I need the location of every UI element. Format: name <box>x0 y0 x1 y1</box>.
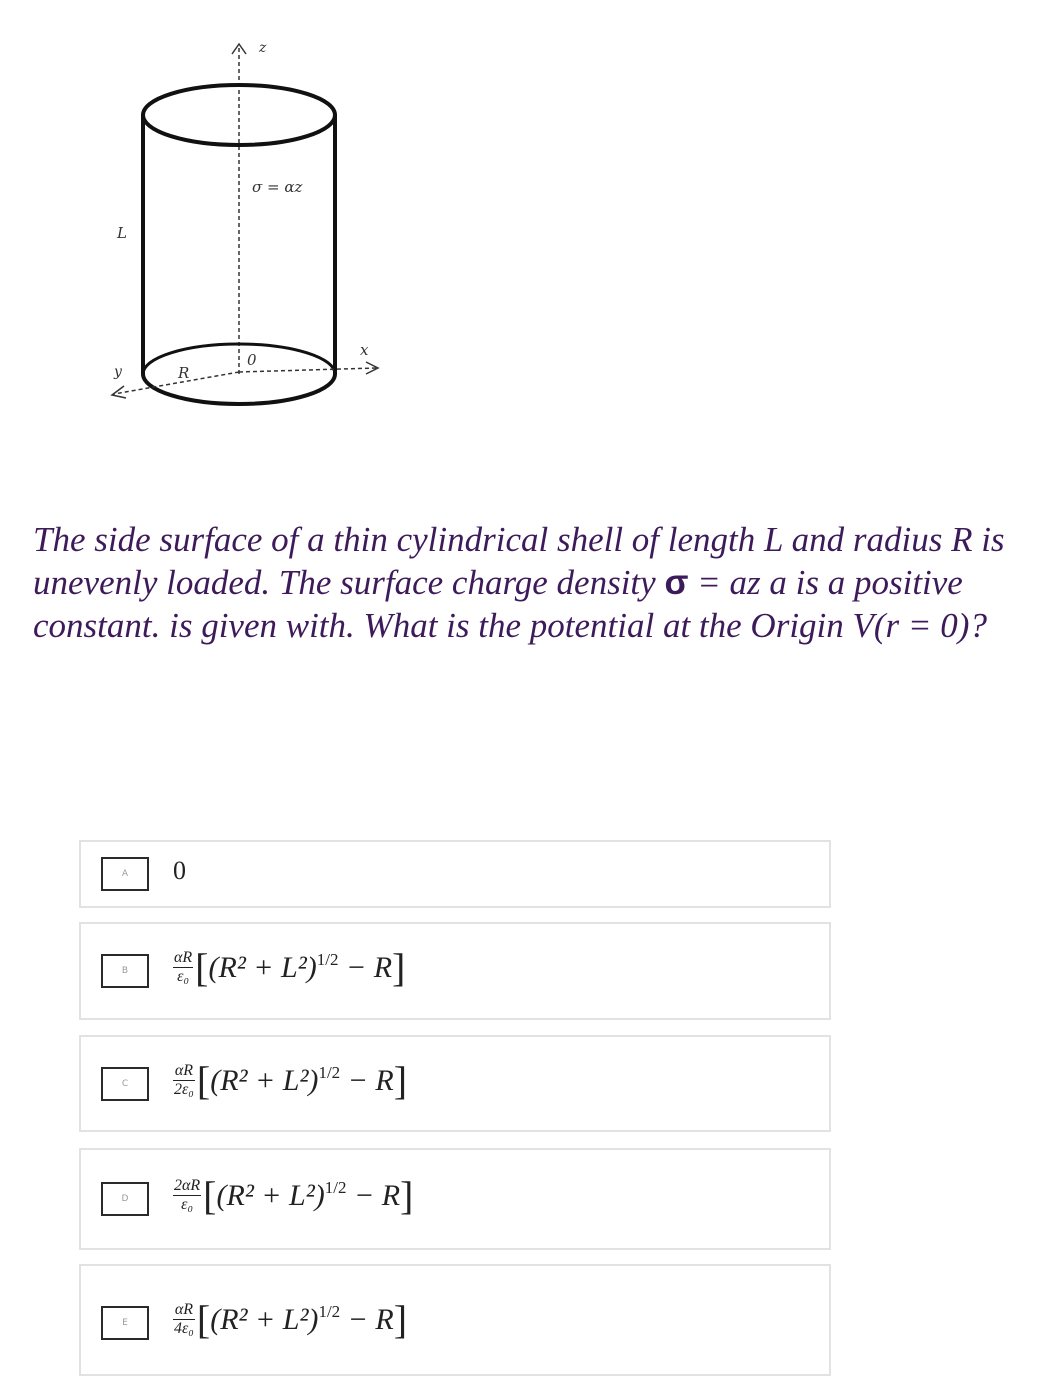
option-b-formula: $\frac{\alpha R}{\text{ε₀}}$ $[(R^2 + L^2)^{1/2} - R]$ <box>174 945 406 990</box>
option-d-formula: $\frac{2\alpha R}{\text{ε₀}}$ $[(R^2 + L^2)^{1/2} - R]$ <box>174 1173 414 1218</box>
option-c-formula: $\frac{\alpha R}{\text{2ε₀}}$ $[(R^2 + L^2)^{1/2} - R]$ <box>174 1058 408 1103</box>
y-axis-arrow <box>112 386 126 398</box>
option-b-letter[interactable]: B <box>101 954 149 988</box>
answer-option-b[interactable] <box>79 922 831 1020</box>
x-axis-label: x <box>360 341 369 359</box>
cylinder-diagram <box>0 0 420 420</box>
cylinder-bottom-front <box>143 374 335 404</box>
radius-label: R <box>178 364 190 382</box>
charge-density-label: σ = αz <box>252 178 303 196</box>
origin-label: 0 <box>247 351 257 369</box>
z-axis-label: z <box>259 40 267 56</box>
option-d-letter[interactable]: D <box>101 1182 149 1216</box>
y-axis <box>114 372 239 394</box>
y-axis-label: y <box>114 364 122 380</box>
answer-option-c[interactable] <box>79 1035 831 1132</box>
length-label: L <box>117 224 127 242</box>
answer-option-d[interactable] <box>79 1148 831 1250</box>
question-text: The side surface of a thin cylindrical shell of length L and radius R is unevenly loaded. The surface charge density σ = az a is a positive constant. is given with. What is the potential at the Origin V(r = 0)? <box>33 520 1005 645</box>
answer-option-e[interactable] <box>79 1264 831 1376</box>
answer-option-a[interactable] <box>79 840 831 908</box>
x-axis <box>239 368 376 372</box>
option-c-letter[interactable]: C <box>101 1067 149 1101</box>
option-e-formula: $\frac{\alpha R}{\text{4ε₀}}$ $[(R^2 + L^2)^{1/2} - R]$ <box>174 1297 408 1342</box>
option-a-letter[interactable]: A <box>101 857 149 891</box>
sigma-symbol: σ <box>664 563 689 602</box>
option-a-value: 0 <box>173 856 186 885</box>
option-e-letter[interactable]: E <box>101 1306 149 1340</box>
